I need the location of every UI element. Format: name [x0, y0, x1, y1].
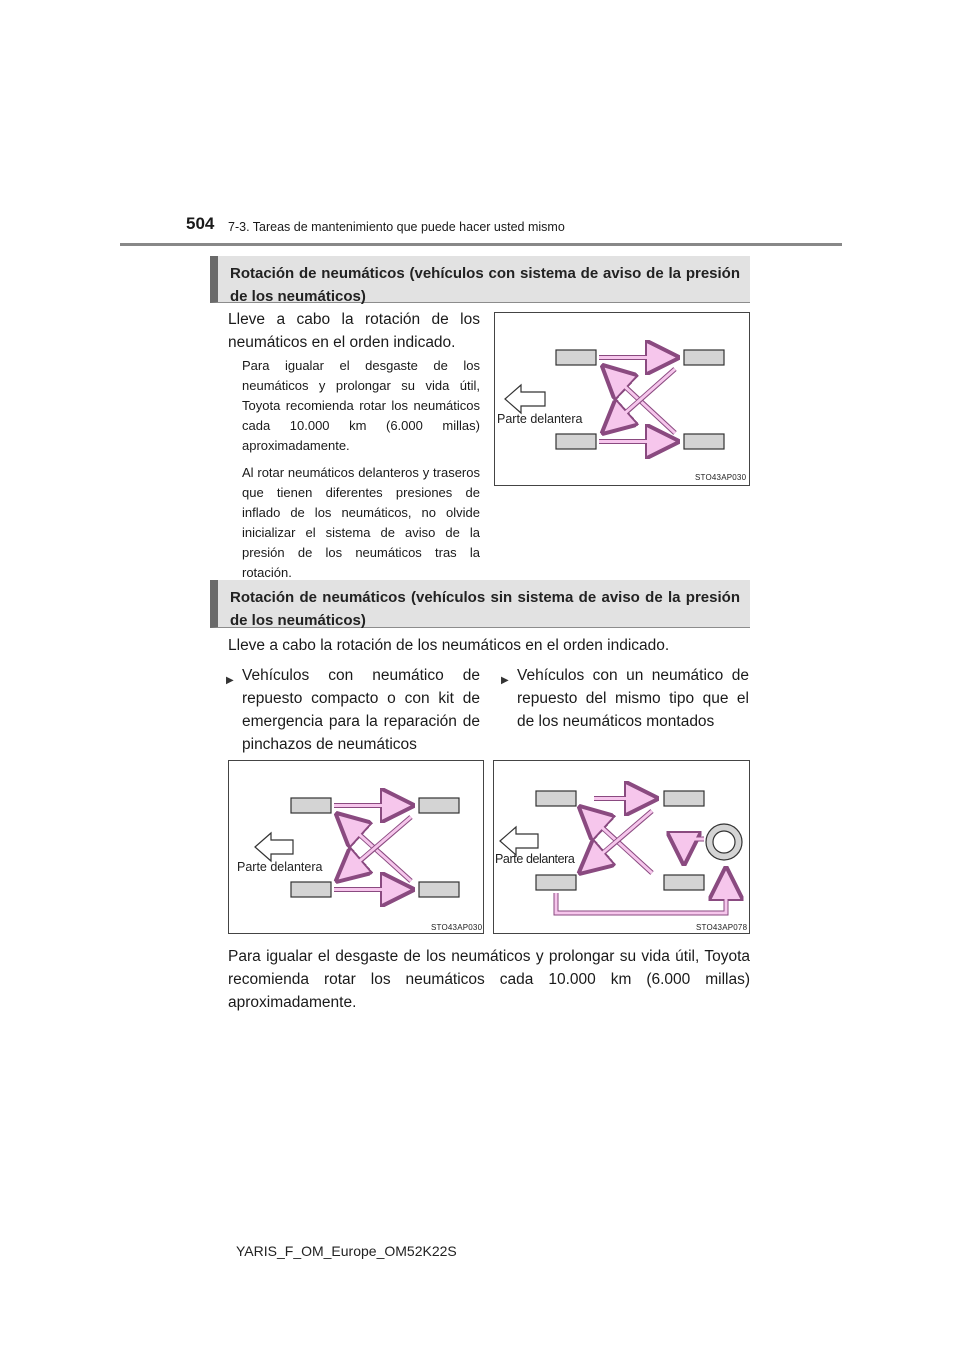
front-direction-arrow-icon [255, 833, 293, 861]
tire-rear-right [664, 875, 704, 890]
section-title: 7-3. Tareas de mantenimiento que puede hacer usted mismo [228, 220, 565, 234]
page-number: 504 [186, 214, 215, 233]
tire-front-right [291, 882, 331, 897]
rotation-diagram-full-spare [493, 760, 750, 934]
front-label: Parte delantera [237, 860, 323, 874]
tire-front-right [536, 875, 576, 890]
bullet-full-spare-text: Vehículos con un neumático de repuesto del mismo tipo que el de los neumáticos montados [517, 667, 749, 730]
tire-rear-left [664, 791, 704, 806]
front-direction-arrow-icon [500, 827, 538, 855]
figure-code: STO43AP030 [695, 473, 747, 482]
rotation-diagram-graphic [495, 313, 751, 487]
section1-lead: Lleve a cabo la rotación de los neumáticos en el orden indicado. [228, 311, 480, 351]
rotation-diagram-tpws [494, 312, 750, 486]
front-direction-arrow-icon [505, 385, 545, 413]
bullet-compact-spare [226, 664, 480, 756]
tire-rear-left [684, 350, 724, 365]
bullet-full-spare [501, 664, 749, 733]
rotation-diagram-graphic [494, 761, 751, 935]
spare-tire-hub [713, 831, 735, 853]
section-heading-with-tpws: Rotación de neumáticos (vehículos con sistema de aviso de la presión de los neumáticos) [210, 256, 750, 303]
section2-closing: Para igualar el desgaste de los neumáticos y prolongar su vida útil, Toyota recomienda rotar los neumáticos cada 10.000 km (6.000 millas) aproximadamente. [228, 948, 750, 1011]
bullet-triangle-icon: ▶ [501, 675, 509, 686]
figure-code: STO43AP078 [696, 923, 748, 932]
section1-notes [242, 356, 480, 590]
tire-rear-right [684, 434, 724, 449]
tire-front-left [291, 798, 331, 813]
tire-rear-left [419, 798, 459, 813]
section1-note-wear: Para igualar el desgaste de los neumáticos y prolongar su vida útil, Toyota recomienda rotar los neumáticos cada 10.000 km (6.000 millas) aproximadamente. [242, 358, 480, 453]
arrow-spare-to-rear-inner [684, 839, 704, 857]
rotation-diagram-graphic [229, 761, 485, 935]
section2-lead: Lleve a cabo la rotación de los neumáticos en el orden indicado. [228, 637, 670, 654]
front-label: Parte delantera [495, 852, 575, 866]
bullet-triangle-icon: ▶ [226, 675, 234, 686]
document-id: YARIS_F_OM_Europe_OM52K22S [236, 1243, 457, 1259]
section1-note-initialize: Al rotar neumáticos delanteros y traseros que tienen diferentes presiones de inflado de los neumáticos, no olvide inicializar el sistema de aviso de la presión de los neumáticos tras la rotación. [242, 465, 480, 580]
section-heading-without-tpws: Rotación de neumáticos (vehículos sin sistema de aviso de la presión de los neumáticos) [210, 580, 750, 628]
front-label: Parte delantera [497, 412, 583, 426]
rotation-diagram-compact-spare [228, 760, 484, 934]
tire-front-left [536, 791, 576, 806]
tire-front-right [556, 434, 596, 449]
figure-code: STO43AP030 [431, 923, 483, 932]
arrow-spare-to-rear [684, 839, 704, 861]
bullet-compact-spare-text: Vehículos con neumático de repuesto compacto o con kit de emergencia para la reparación de pinchazos de neumáticos [242, 667, 480, 753]
tire-front-left [556, 350, 596, 365]
tire-rear-right [419, 882, 459, 897]
header-divider [120, 243, 842, 246]
